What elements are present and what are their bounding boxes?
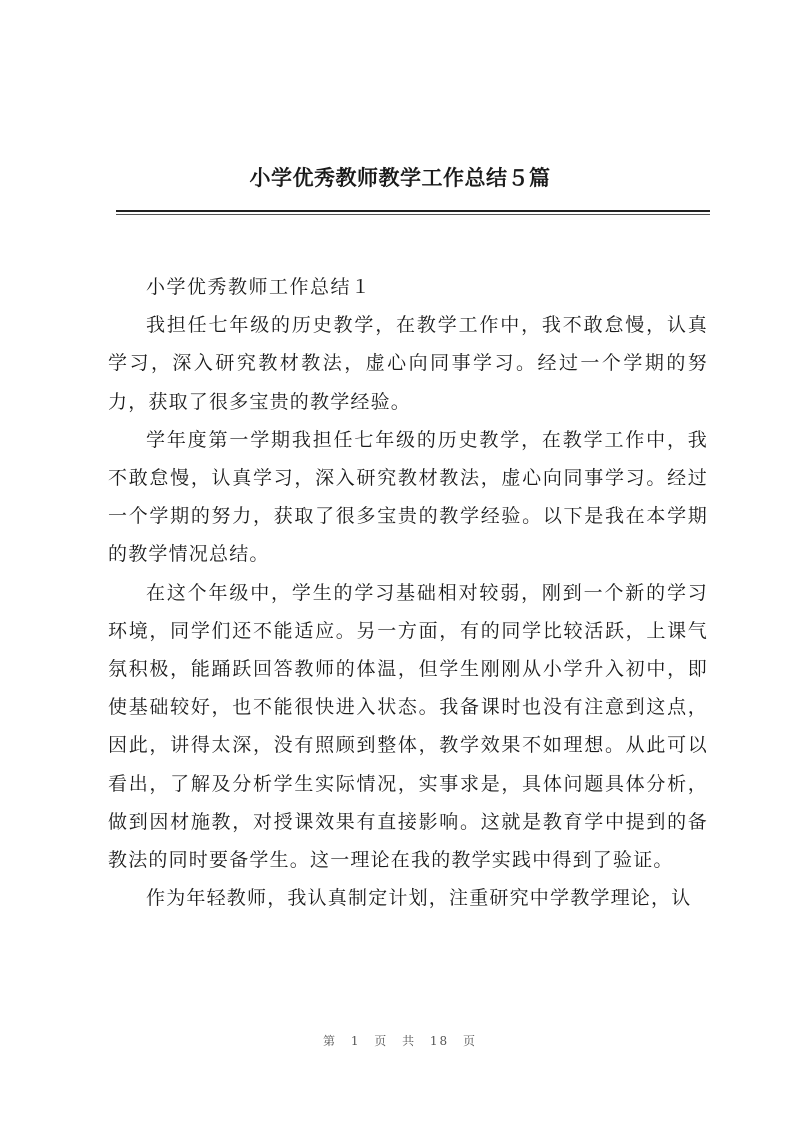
paragraph-4: 作为年轻教师，我认真制定计划，注重研究中学教学理论，认 bbox=[146, 887, 692, 910]
page-title: 小学优秀教师教学工作总结５篇 bbox=[249, 165, 551, 190]
page-footer: 第 1 页 共 18 页 bbox=[323, 1034, 477, 1048]
title-divider-thin bbox=[116, 214, 710, 215]
paragraph-1: 我担任七年级的历史教学，在教学工作中，我不敢怠慢，认真学习，深入研究教材教法，虚心向同事学习。经过一个学期的努力，获取了很多宝贵的教学经验。 bbox=[108, 314, 708, 413]
document-body bbox=[108, 268, 708, 917]
section-heading: 小学优秀教师工作总结１ bbox=[146, 276, 372, 298]
title-divider bbox=[116, 210, 710, 212]
paragraph-2: 学年度第一学期我担任七年级的历史教学，在教学工作中，我不敢怠慢，认真学习，深入研究教材教法，虚心向同事学习。经过一个学期的努力，获取了很多宝贵的教学经验。以下是我在本学期的教学情况总结。 bbox=[108, 428, 708, 566]
paragraph-3: 在这个年级中，学生的学习基础相对较弱，刚到一个新的学习环境，同学们还不能适应。另一方面，有的同学比较活跃，上课气氛积极，能踊跃回答教师的体温，但学生刚刚从小学升入初中，即使基础较好，也不能很快进入状态。我备课时也没有注意到这点，因此，讲得太深，没有照顾到整体，教学效果不如理想。从此可以看出，了解及分析学生实际情况，实事求是，具体问题具体分析，做到因材施教，对授课效果有直接影响。这就是教育学中提到的备教法的同时要备学生。这一理论在我的教学实践中得到了验证。 bbox=[108, 581, 708, 872]
